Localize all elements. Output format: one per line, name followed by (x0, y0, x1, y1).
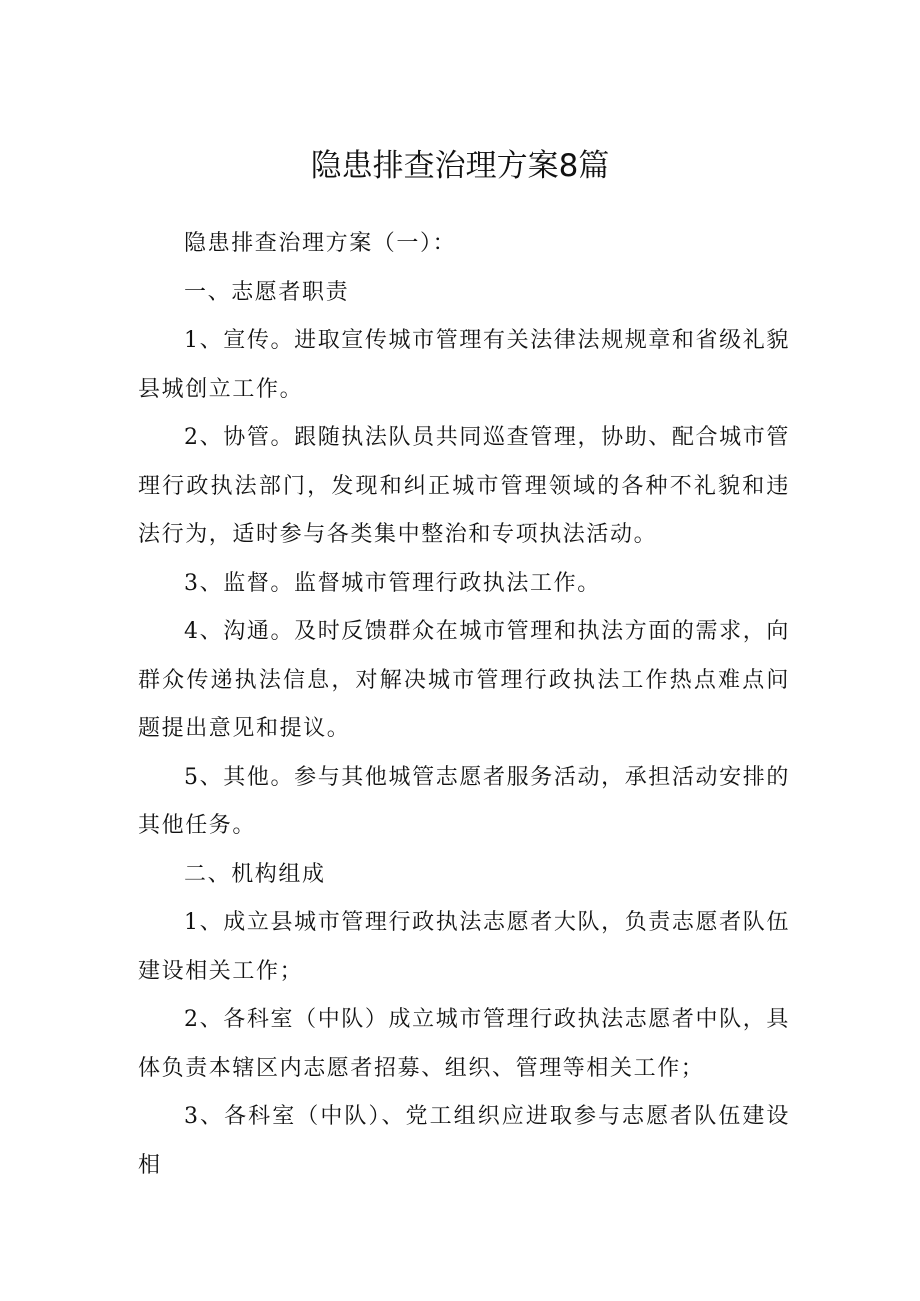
paragraph-intro-heading: 隐患排查治理方案（一）： (184, 231, 457, 256)
paragraph-duty-assist: 2、协管。跟随执法队员共同巡查管理，协助、配合城市管理行政执法部门，发现和纠正城市管理领域的各种不礼貌和违法行为，适时参与各类集中整治和专项执法活动。 (138, 425, 790, 547)
paragraph-duty-publicity: 1、宣传。进取宣传城市管理有关法律法规规章和省级礼貌县城创立工作。 (138, 328, 790, 402)
paragraph-duty-other: 5、其他。参与其他城管志愿者服务活动，承担活动安排的其他任务。 (138, 764, 790, 838)
section-heading-organization: 二、机构组成 (184, 861, 326, 887)
document-title: 隐患排查治理方案8篇 (310, 148, 610, 184)
paragraph-duty-communicate: 4、沟通。及时反馈群众在城市管理和执法方面的需求，向群众传递执法信息，对解决城市管理行政执法工作热点难点问题提出意见和提议。 (138, 619, 790, 741)
paragraph-org-brigade: 1、成立县城市管理行政执法志愿者大队，负责志愿者队伍建设相关工作； (138, 910, 790, 984)
paragraph-org-squadron: 2、各科室（中队）成立城市管理行政执法志愿者中队，具体负责本辖区内志愿者招募、组织、管理等相关工作； (138, 1007, 790, 1081)
section-heading-volunteer-duties: 一、志愿者职责 (184, 279, 350, 305)
paragraph-duty-supervise: 3、监督。监督城市管理行政执法工作。 (184, 570, 601, 596)
document-body (138, 220, 790, 1190)
paragraph-org-participation: 3、各科室（中队）、党工组织应进取参与志愿者队伍建设相 (138, 1104, 790, 1178)
